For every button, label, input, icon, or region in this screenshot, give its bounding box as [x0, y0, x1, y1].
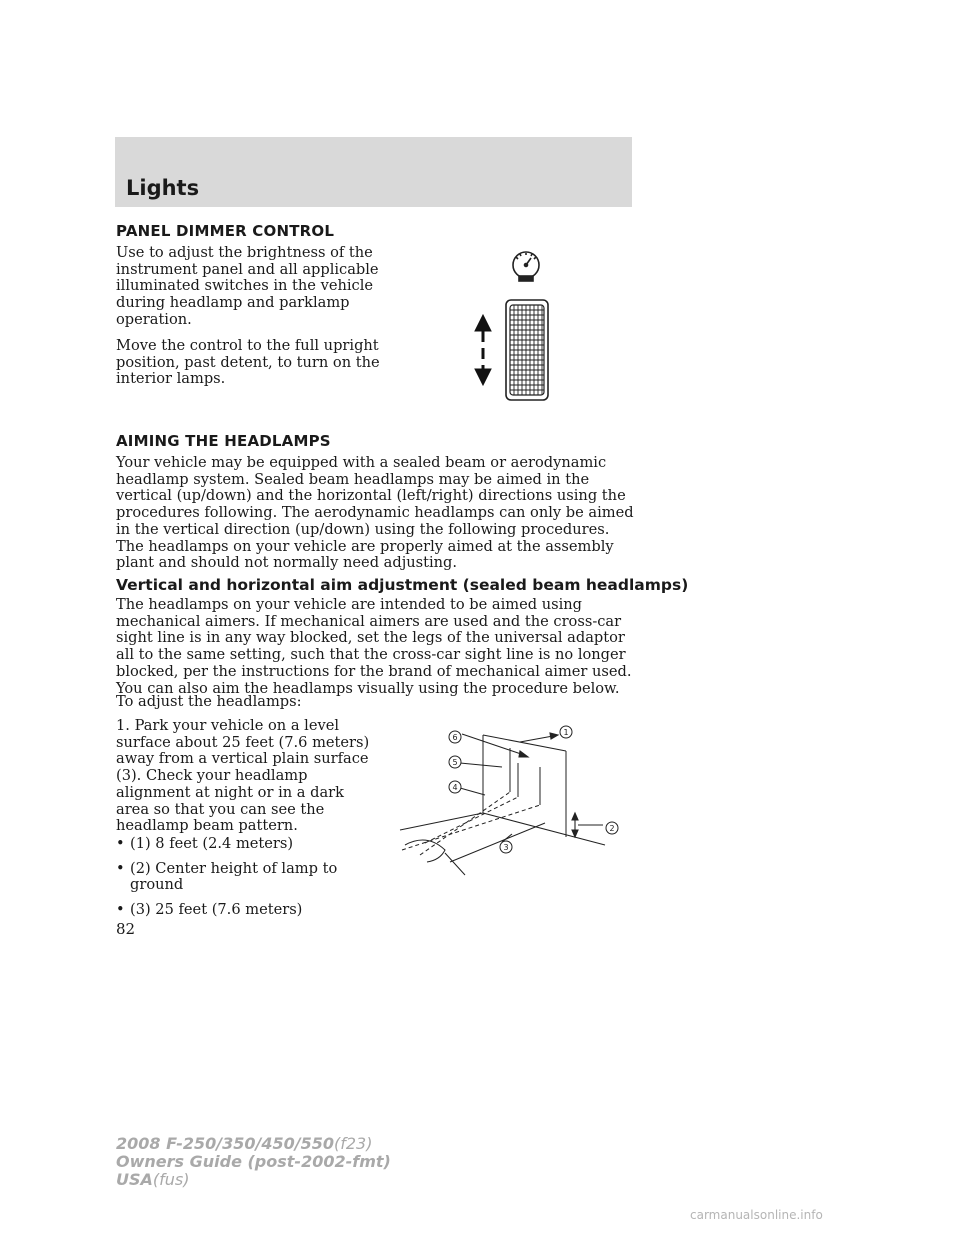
list-item: • (2) Center height of lamp to ground — [116, 861, 381, 894]
footer-model: 2008 F-250/350/450/550 — [116, 1134, 334, 1153]
footer-model-code: (f23) — [334, 1134, 373, 1153]
footer-market: USA — [116, 1170, 153, 1189]
callout-1 — [560, 726, 572, 738]
svg-text:5: 5 — [452, 758, 458, 767]
vertical-horizontal-aim-para: The headlamps on your vehicle are intended to be aimed using mechanical aimers. If mechanical aimers are used and the cross-car sight line is in any way blocked, set the legs of the universal adaptor all to the same setting, such that the cross-car sight line is no longer blocked, per the instructions for the brand of mechanical aimer used. You can also aim the headlamps visually using the procedure below. — [116, 596, 632, 697]
up-down-arrow-icon — [475, 315, 491, 385]
watermark: carmanualsonline.info — [690, 1208, 823, 1222]
svg-text:6: 6 — [452, 733, 458, 742]
svg-text:2: 2 — [609, 824, 615, 833]
panel-dimmer-heading: PANEL DIMMER CONTROL — [116, 222, 335, 240]
page-number: 82 — [116, 920, 136, 938]
to-adjust-label: To adjust the headlamps: — [116, 693, 302, 710]
vehicle-outline — [405, 840, 445, 862]
svg-text:3: 3 — [503, 843, 509, 852]
section-title: Lights — [126, 176, 200, 200]
headlamp-aiming-diagram — [390, 715, 630, 880]
aiming-headlamps-para: Your vehicle may be equipped with a sealed beam or aerodynamic headlamp system. Sealed beam headlamps may be aimed in the vertical (up/down) and the horizontal (left/right) directions using the procedures following. The aerodynamic headlamps can only be aimed in the vertical direction (up/down) using the following procedures. The headlamps on your vehicle are properly aimed at the assembly plant and should not normally need adjusting. — [116, 454, 634, 572]
aiming-headlamps-heading: AIMING THE HEADLAMPS — [116, 432, 331, 450]
panel-dimmer-illustration — [460, 245, 570, 410]
callout-5 — [449, 756, 461, 768]
dimmer-thumbwheel-icon — [506, 300, 548, 400]
panel-dimmer-para-2: Move the control to the full upright position, past detent, to turn on the interior lamps. — [116, 337, 380, 388]
footer-market-code: (fus) — [152, 1170, 190, 1189]
callout-3 — [500, 841, 512, 853]
list-item: • (1) 8 feet (2.4 meters) — [116, 836, 381, 853]
list-item: • (3) 25 feet (7.6 meters) — [116, 902, 381, 919]
floor-line — [483, 813, 605, 845]
footer — [116, 1135, 391, 1189]
footer-guide: Owners Guide (post-2002-fmt) — [116, 1152, 391, 1171]
panel-dimmer-para-1: Use to adjust the brightness of the instrument panel and all applicable illuminated switches in the vehicle during headlamp and parklamp operation. — [116, 244, 379, 328]
vertical-horizontal-aim-heading: Vertical and horizontal aim adjustment (sealed beam headlamps) — [116, 576, 689, 594]
callout-2 — [606, 822, 618, 834]
svg-text:1: 1 — [563, 728, 569, 737]
svg-text:4: 4 — [452, 783, 458, 792]
measurement-list — [116, 836, 381, 927]
callout-4 — [449, 781, 461, 793]
instrument-gauge-icon — [513, 252, 539, 281]
callout-6 — [449, 731, 461, 743]
step-1-para: 1. Park your vehicle on a level surface about 25 feet (7.6 meters) away from a vertical plain surface (3). Check your headlamp alignment at night or in a dark area so that you can see the headlamp beam pattern. — [116, 717, 370, 835]
